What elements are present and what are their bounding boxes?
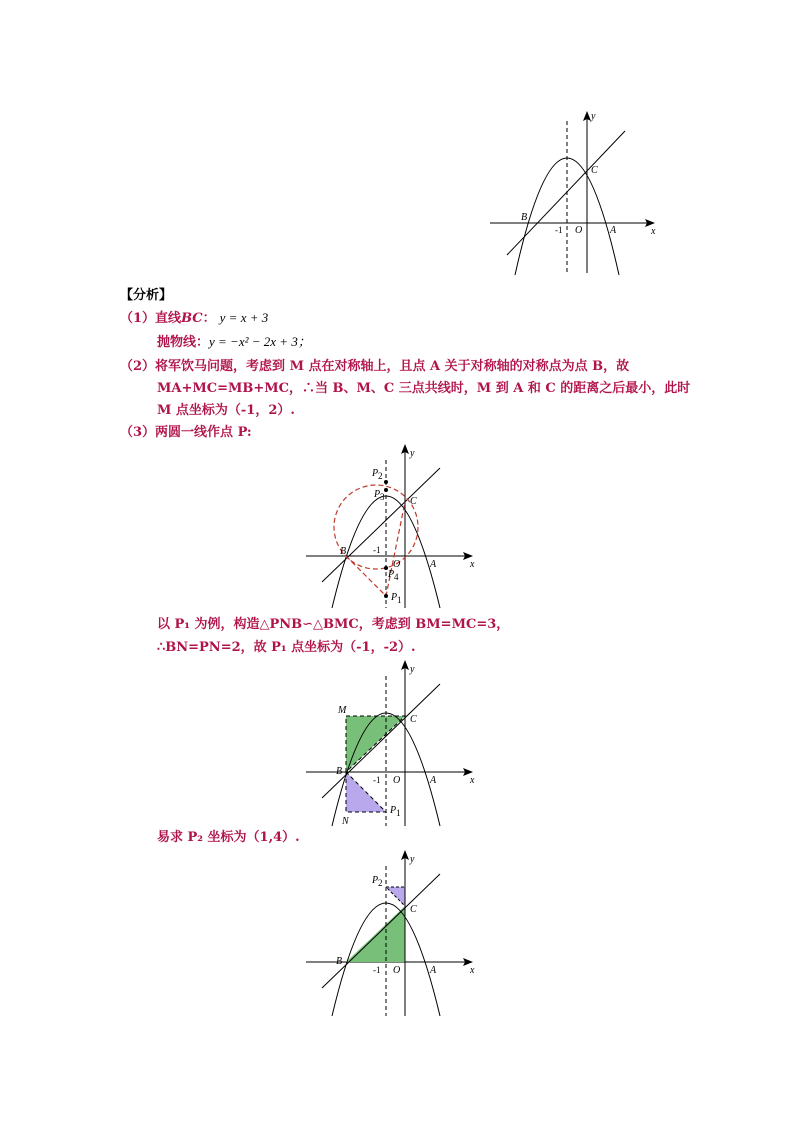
fig3-o-label: O [393,775,401,786]
fig4-o-label: O [393,965,401,976]
fig1-a-label: A [610,225,617,236]
fig1-x-label: x [651,226,656,237]
fig4-p2-sub: 2 [378,878,383,888]
part3-text: 两圆一线作点 P: [155,425,252,440]
fig3-n-label: N [342,816,349,827]
fig4-neg1-label: -1 [373,965,381,975]
figure-3-graph [300,656,485,828]
figure-1-graph [485,105,665,277]
green-triangle-bmc [346,716,405,772]
fig3-c-label: C [410,714,417,725]
part1-line-name: BC [181,311,203,326]
figure-4-graph [300,846,485,1018]
fig2-p4-label: P [388,569,395,580]
fig3-b-label: B [336,766,343,777]
fig3-m-label: M [338,705,347,716]
fig1-b-label: B [521,212,528,223]
fig2-p4-sub: 4 [394,572,399,582]
point-p2 [384,480,388,484]
part2-line1-row [120,357,629,377]
example2-line: 易求 P₂ 坐标为（1,4）. [157,830,300,845]
part2-line2: MA+MC=MB+MC，∴当 B、M、C 三点共线时，M 到 A 和 C 的距离之后最小，此时 [157,381,691,396]
fig2-p3-sub: 3 [380,492,385,502]
example1-line1: 以 P₁ 为例，构造△PNB∽△BMC，考虑到 BM=MC=3， [157,617,510,632]
fig1-y-label: y [591,111,596,122]
fig2-p2-sub: 2 [378,471,383,481]
part1-line-sep: ： [202,311,216,326]
part1-parabola-label: 抛物线： [157,335,210,350]
part1-parabola-eq: y = −x² − 2x + 3； [209,334,311,349]
part1-line-row [120,308,268,329]
part3-num: （3） [120,425,156,440]
point-p3 [384,488,388,492]
green-triangle-boc [346,906,405,962]
part1-parabola-row [157,332,311,353]
fig1-c-label: C [591,165,598,176]
fig2-x-label: x [470,559,475,570]
fig3-y-label: y [410,664,415,675]
fig4-p2-label: P [372,875,379,886]
part1-line-eq: y = x + 3 [219,310,269,325]
fig2-p1-sub: 1 [397,595,402,605]
fig4-b-label: B [336,956,343,967]
part2-num: （2） [120,359,156,374]
line-bc [322,874,440,988]
fig2-o-label: O [393,559,401,570]
fig2-p3-label: P [374,489,381,500]
fig1-neg1-label: -1 [555,225,563,235]
part2-line3: M 点坐标为（-1，2）. [157,403,295,418]
fig2-y-label: y [410,448,415,459]
part1-num: （1） [120,311,156,326]
fig3-p1-label: P [390,805,397,816]
example1-line2: ∴BN=PN=2，故 P₁ 点坐标为（-1，-2）. [157,640,416,655]
fig4-x-label: x [470,965,475,976]
fig3-neg1-label: -1 [373,775,381,785]
part2-line1: 将军饮马问题，考虑到 M 点在对称轴上，且点 A 关于对称轴的对称点为点 B，故 [155,359,630,374]
fig4-y-label: y [410,854,415,865]
fig2-neg1-label: -1 [373,545,381,555]
part1-line-label: 直线 [155,311,182,326]
fig3-a-label: A [430,775,437,786]
section-title: 【分析】 [120,288,173,303]
fig4-c-label: C [410,904,417,915]
fig2-b-label: B [340,546,347,557]
figure-2-graph [300,440,485,610]
fig2-c-label: C [410,496,417,507]
fig3-x-label: x [470,775,475,786]
line-bc [322,684,440,798]
fig2-p1-label: P [391,592,398,603]
fig1-o-label: O [575,225,583,236]
fig3-p1-sub: 1 [396,808,401,818]
point-p1 [384,594,388,598]
fig2-p2-label: P [372,468,379,479]
part3-row [120,423,252,443]
fig4-a-label: A [430,965,437,976]
fig2-a-label: A [430,559,437,570]
